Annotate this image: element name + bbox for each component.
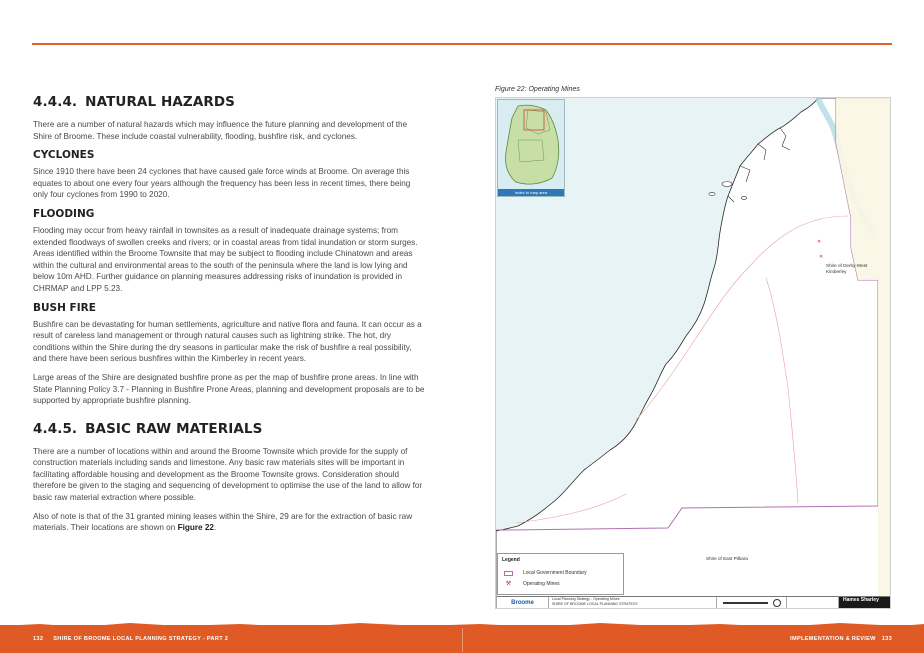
offshore-island bbox=[722, 182, 732, 187]
raw-materials-paragraph-1: There are a number of locations within and around the Broome Townsite which provide for the supply of construction materials including sands and limestone. Any basic raw materials sites will be important in facilitating affordable housing and development as the Broome Townsite grows. Consideration should therefore be given to the staging and sequencing of development to optimise the use of the land to allow for basic raw material extraction where possible. bbox=[33, 446, 423, 503]
legend-item-boundary bbox=[504, 570, 587, 576]
top-rule bbox=[32, 43, 892, 45]
bushfire-paragraph-1: Bushfire can be devastating for human settlements, agriculture and native flora and fauna. It can occur as a result of careless land management or through natural causes such as lightning strike. The hot, dry conditions within the Shire during the dry seasons in particular make the risk of bushfire a real possibility, and there have been serious bushfires within the Kimberley in recent years. bbox=[33, 319, 422, 364]
inset-drawing bbox=[498, 100, 564, 188]
footer-right bbox=[790, 636, 892, 642]
section-heading-basic-raw-materials bbox=[33, 421, 425, 437]
mine-pick-icon: ⚒ bbox=[505, 581, 512, 587]
legend-label: Operating Mines bbox=[523, 580, 560, 587]
hames-sharley-logo: Hames Sharley bbox=[839, 597, 891, 609]
section-title: BASIC RAW MATERIALS bbox=[85, 420, 263, 437]
shire-logo: Broome bbox=[497, 597, 549, 609]
legend-label: Local Government Boundary bbox=[523, 570, 587, 576]
offshore-island bbox=[709, 192, 715, 195]
offshore-island bbox=[742, 197, 747, 200]
boundary-swatch bbox=[504, 571, 513, 576]
title-block-text bbox=[549, 597, 717, 609]
scale-bar-graphic bbox=[723, 602, 768, 604]
bushfire-heading: BUSH FIRE bbox=[33, 301, 96, 314]
derby-west-kimberley-label: Shire of Derby-West Kimberley bbox=[826, 263, 868, 274]
right-page-number: 133 bbox=[881, 636, 892, 642]
title-block-line: Local Planning Strategy - Operating Mines bbox=[552, 597, 620, 601]
footer-left bbox=[33, 636, 228, 642]
map-title-block bbox=[497, 596, 891, 609]
north-arrow-icon bbox=[773, 599, 781, 607]
bushfire-paragraph-2: Large areas of the Shire are designated bushfire prone as per the map of bushfire prone areas. In line with State Planning Policy 3.7 - Planning in Bushfire Prone Areas, planning and development proposals are to be supported by appropriate bushfire planning. bbox=[33, 372, 425, 406]
paragraph-text: Also of note is that of the 31 granted mining leases within the Shire, 29 are for the extraction of basic raw materials. Their locations are shown on bbox=[33, 511, 413, 533]
footer-section-title: IMPLEMENTATION & REVIEW bbox=[790, 636, 876, 642]
paragraph-text: . bbox=[213, 523, 217, 533]
cyclones-paragraph: Since 1910 there have been 24 cyclones that have caused gale force winds at Broome. On average this equates to about one every four years although the frequency has been less in recent times, there being only four cyclones from 1990 to 2020. bbox=[33, 167, 411, 200]
inset-locator-map bbox=[497, 99, 565, 197]
natural-hazards-intro: There are a number of natural hazards which may influence the future planning and development of the Shire of Broome. These include coastal vulnerability, flooding, bushfire risk, and cyclones. bbox=[33, 120, 408, 141]
left-page-content bbox=[33, 94, 425, 541]
figure-caption: Figure 22: Operating Mines bbox=[495, 86, 580, 93]
section-heading-natural-hazards bbox=[33, 94, 425, 110]
mine-marker: ✕ bbox=[819, 254, 824, 260]
legend-title: Legend bbox=[502, 557, 520, 563]
figure-reference-link[interactable]: Figure 22 bbox=[177, 523, 214, 533]
left-page-number: 132 bbox=[33, 636, 44, 642]
page-spine bbox=[462, 628, 463, 652]
scale-bar bbox=[717, 597, 787, 609]
inset-caption: Index to map area bbox=[498, 189, 564, 196]
flooding-heading: FLOODING bbox=[33, 207, 95, 220]
section-number: 4.4.4. bbox=[33, 94, 78, 110]
section-title: NATURAL HAZARDS bbox=[85, 94, 235, 110]
title-block-metadata bbox=[787, 597, 839, 609]
mine-marker: ✕ bbox=[817, 239, 822, 245]
section-number: 4.4.5. bbox=[33, 420, 78, 437]
cyclones-heading: CYCLONES bbox=[33, 149, 95, 162]
operating-mines-map[interactable] bbox=[495, 97, 891, 609]
raw-materials-paragraph-2 bbox=[33, 511, 425, 534]
legend-item-mines bbox=[504, 580, 560, 587]
title-block-line: SHIRE OF BROOME LOCAL PLANNING STRATEGY bbox=[552, 601, 639, 606]
flooding-paragraph: Flooding may occur from heavy rainfall in townsites as a result of inadequate drainage systems; from extended floodways of swollen creeks and rivers; or in coastal areas from tidal inundation or storm surges. Areas identified within the Broome Townsite that may be subject to flooding include Chinatown and areas within the cultural and environmental areas to the south of the peninsula where the land is low lying and below 10m AHD. Further guidance on planning measures addressing risks of inundation is provided in CHRMAP and LPP 5.23. bbox=[33, 225, 418, 293]
footer-document-title: SHIRE OF BROOME LOCAL PLANNING STRATEGY - PART 2 bbox=[53, 636, 229, 642]
map-legend bbox=[497, 553, 624, 595]
inset-land bbox=[505, 105, 558, 184]
east-pilbara-label: Shire of East Pilbara bbox=[706, 556, 748, 561]
